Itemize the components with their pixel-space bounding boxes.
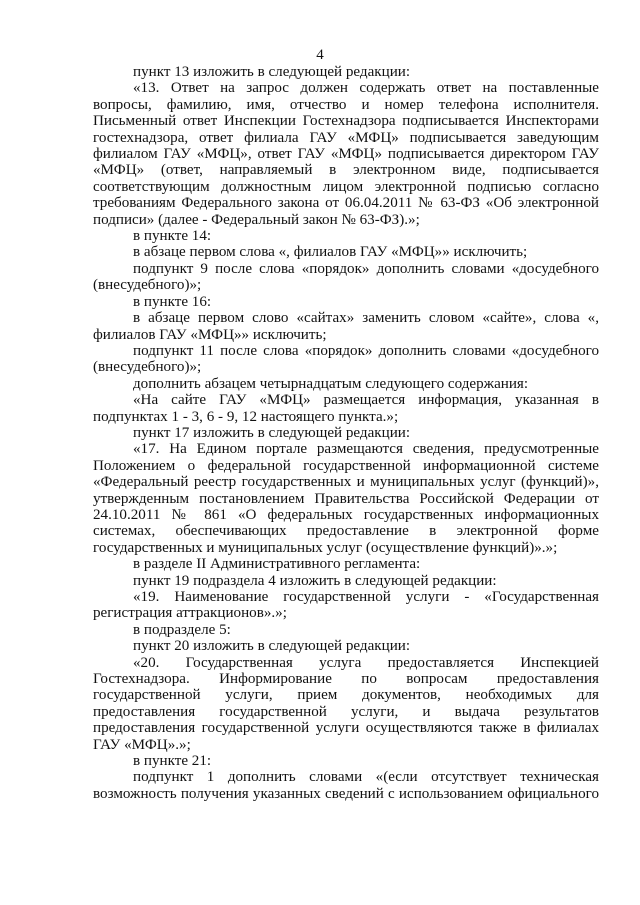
- paragraph: в пункте 16:: [133, 293, 212, 310]
- paragraph: в разделе II Административного регламента:: [133, 556, 421, 573]
- paragraph: «13. Ответ на запрос должен содержать ответ на поставленные вопросы, фамилию, имя, отчество и номер телефона исполнителя. Письменный ответ Инспекции Гостехнадзора подписывается Инспекторами гостехнадзора, ответ филиала ГАУ «МФЦ» подписывается заведующим филиалом ГАУ «МФЦ», ответ ГАУ «МФЦ» подписывается директором ГАУ «МФЦ» (ответ, направляемый в электронном виде, подписывается соответствующим должностным лицом электронной подписью согласно требованиям Федерального закона от 06.04.2011 № 63-ФЗ «Об электронной подписи» (далее - Федеральный закон № 63-ФЗ).»;: [93, 80, 599, 228]
- paragraph: в пункте 21:: [133, 753, 212, 770]
- paragraph: подпункт 11 после слова «порядок» дополнить словами «досудебного (внесудебного)»;: [93, 342, 599, 376]
- paragraph: в абзаце первом слово «сайтах» заменить словом «сайте», слова «, филиалов ГАУ «МФЦ»» исключить;: [93, 310, 599, 343]
- paragraph: пункт 20 изложить в следующей редакции:: [133, 638, 411, 655]
- paragraph: дополнить абзацем четырнадцатым следующего содержания:: [133, 375, 529, 392]
- paragraph: пункт 19 подраздела 4 изложить в следующей редакции:: [133, 572, 497, 589]
- paragraph: подпункт 9 после слова «порядок» дополнить словами «досудебного (внесудебного)»;: [93, 260, 599, 294]
- paragraph: пункт 17 изложить в следующей редакции:: [133, 424, 411, 441]
- document-body: [93, 64, 599, 802]
- page-number: 4: [316, 47, 324, 63]
- paragraph: в подразделе 5:: [133, 621, 231, 638]
- paragraph: в абзаце первом слова «, филиалов ГАУ «МФЦ»» исключить;: [133, 244, 528, 261]
- paragraph: подпункт 1 дополнить словами «(если отсутствует техническая возможность получения указанных сведений с использованием официального: [93, 769, 599, 802]
- paragraph: «17. На Едином портале размещаются сведения, предусмотренные Положением о федеральной государственной информационной системе «Федеральный реестр государственных и муниципальных услуг (функций)», утвержденным постановлением Правительства Российской Федерации от 24.10.2011 № 861 «О федеральных государственных информационных системах, обеспечивающих предоставление в электронной форме государственных и муниципальных услуг (осуществление функций)».»;: [93, 441, 599, 556]
- paragraph: «На сайте ГАУ «МФЦ» размещается информация, указанная в подпунктах 1 - 3, 6 - 9, 12 настоящего пункта.»;: [93, 392, 599, 425]
- paragraph: «19. Наименование государственной услуги - «Государственная регистрация аттракционов».»;: [93, 589, 599, 622]
- paragraph: пункт 13 изложить в следующей редакции:: [133, 64, 411, 80]
- paragraph: в пункте 14:: [133, 228, 212, 245]
- paragraph: «20. Государственная услуга предоставляется Инспекцией Гостехнадзора. Информирование по вопросам предоставления государственной услуги, прием документов, необходимых для предоставления государственной услуги, и выдача результатов предоставления государственной услуги осуществляются также в филиалах ГАУ «МФЦ».»;: [93, 654, 599, 753]
